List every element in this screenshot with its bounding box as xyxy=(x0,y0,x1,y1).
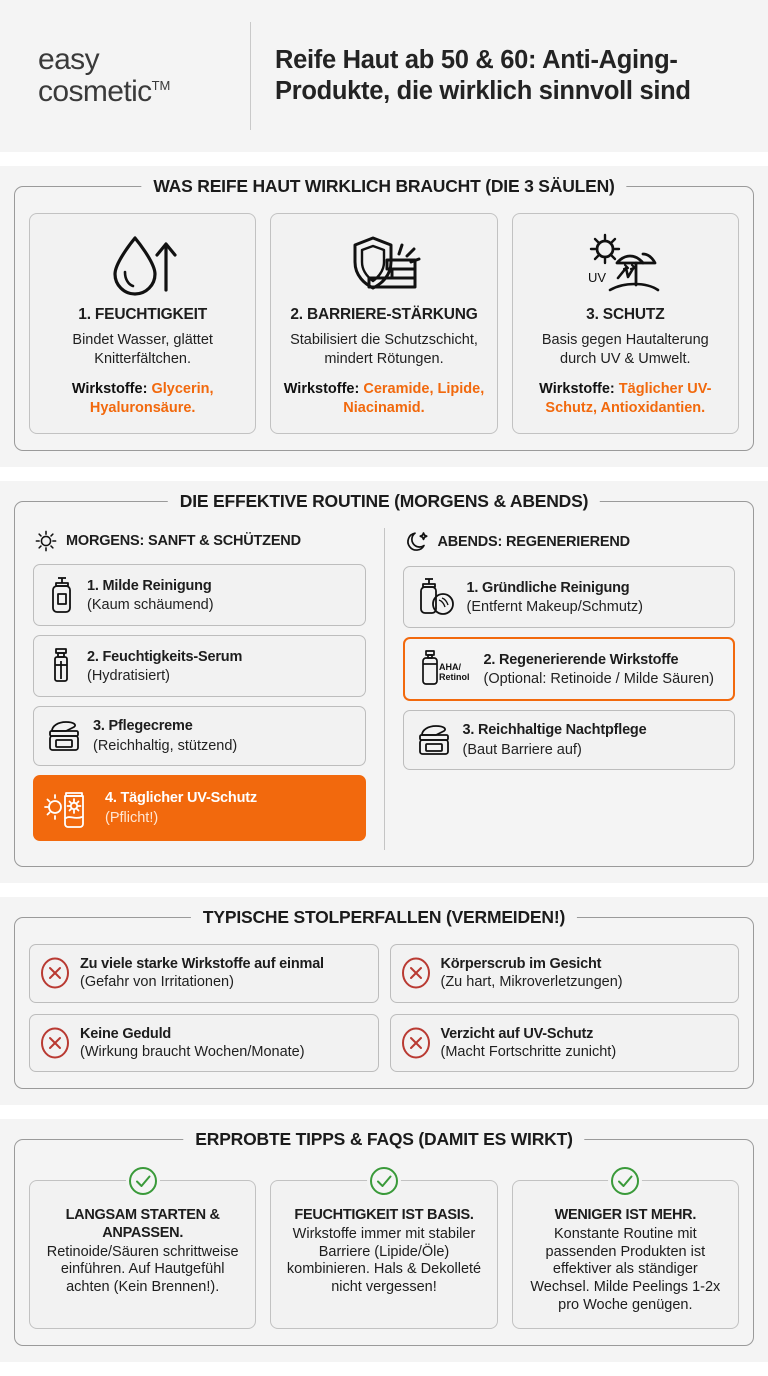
pitfall-title: Keine Geduld xyxy=(80,1025,172,1042)
routine-panel xyxy=(14,491,754,866)
water-drop-up-arrow-icon xyxy=(107,228,179,302)
page-title: Reife Haut ab 50 & 60: Anti-Aging-Produkte, die wirklich sinnvoll sind xyxy=(275,46,691,105)
tip-card-1 xyxy=(29,1180,256,1329)
section-gap xyxy=(0,467,768,481)
shield-brick-wall-icon xyxy=(345,228,423,302)
icon-label-retinol: Retinol xyxy=(438,672,469,683)
routine-step-title: 4. Täglicher UV-Schutz xyxy=(105,790,257,807)
pillar-card-protection xyxy=(512,213,739,434)
routine-step-title: 2. Feuchtigkeits-Serum xyxy=(87,648,243,665)
dropper-serum-icon xyxy=(44,645,78,687)
evening-heading: ABENDS: REGENERIEREND xyxy=(437,534,630,551)
pitfall-text xyxy=(80,1025,305,1062)
pillar-ingredients-label: Wirkstoffe: xyxy=(539,380,615,397)
routine-step-evening-1[interactable] xyxy=(403,566,736,628)
pillars-section-title: WAS REIFE HAUT WIRKLICH BRAUCHT (DIE 3 SÄULEN) xyxy=(141,176,626,197)
pillar-ingredients-value: Glycerin, Hyaluronsäure. xyxy=(89,380,214,416)
pitfalls-section xyxy=(0,897,768,1106)
routine-section-title: DIE EFFEKTIVE ROUTINE (MORGENS & ABENDS) xyxy=(168,491,600,512)
pillar-ingredients-value: Täglicher UV-Schutz, Antioxidantien. xyxy=(545,380,712,416)
tip-card-3 xyxy=(512,1180,739,1329)
circle-check-icon xyxy=(367,1164,401,1198)
cream-jar-icon xyxy=(414,722,454,758)
pillar-heading: 3. SCHUTZ xyxy=(586,306,665,323)
pitfall-sub: (Macht Fortschritte zunicht) xyxy=(440,1043,617,1060)
routine-step-title: 3. Pflegecreme xyxy=(93,718,193,735)
routine-step-title: 1. Gründliche Reinigung xyxy=(466,579,630,596)
routine-step-sub: (Optional: Retinoide / Milde Säuren) xyxy=(483,671,715,688)
pitfall-card-2[interactable] xyxy=(390,944,740,1003)
section-gap xyxy=(0,152,768,166)
pitfall-card-3[interactable] xyxy=(29,1014,379,1073)
routine-step-sub: (Reichhaltig, stützend) xyxy=(93,738,238,755)
trademark-symbol: TM xyxy=(151,78,171,93)
brand-line-2: cosmetic™ xyxy=(38,75,171,108)
pitfall-text xyxy=(80,955,324,992)
pitfall-card-4[interactable] xyxy=(390,1014,740,1073)
tips-grid xyxy=(29,1166,739,1329)
tip-text: Konstante Routine mit passenden Produkten ist effektiver als ständiger Wechsel. Milde Peelings 1-2x pro Woche genügen. xyxy=(530,1226,721,1313)
pillar-heading: 2. BARRIERE-STÄRKUNG xyxy=(290,306,478,323)
pillar-text: Bindet Wasser, glättet Knitterfältchen. xyxy=(72,332,213,367)
pillars-grid xyxy=(29,213,739,434)
tip-text: Wirkstoffe immer mit stabiler Barriere (Lipide/Öle) kombinieren. Hals & Dekolleté nicht vergessen! xyxy=(286,1226,482,1296)
pillar-ingredients xyxy=(523,380,728,418)
routine-step-text xyxy=(463,720,647,759)
pitfall-title: Verzicht auf UV-Schutz xyxy=(440,1025,594,1042)
routine-step-sub: (Baut Barriere auf) xyxy=(462,742,582,759)
routine-step-evening-2[interactable] xyxy=(403,637,736,701)
routine-step-text xyxy=(105,788,257,827)
tip-title: FEUCHTIGKEIT IST BASIS. xyxy=(294,1207,474,1224)
pitfalls-grid xyxy=(29,944,739,1073)
routine-step-text xyxy=(93,716,237,755)
pitfall-text xyxy=(441,1025,617,1062)
routine-step-title: 1. Milde Reinigung xyxy=(87,577,212,594)
cream-jar-icon xyxy=(44,718,84,754)
routine-step-sub: (Pflicht!) xyxy=(105,809,159,826)
circle-x-icon xyxy=(40,956,70,990)
pitfalls-section-title: TYPISCHE STOLPERFALLEN (VERMEIDEN!) xyxy=(191,907,577,928)
routine-step-title: 2. Regenerierende Wirkstoffe xyxy=(483,651,679,668)
section-gap xyxy=(0,883,768,897)
sun-parasol-uv-icon xyxy=(584,228,666,302)
icon-label-aha: AHA/ xyxy=(438,662,461,673)
tips-section xyxy=(0,1119,768,1362)
sun-icon xyxy=(35,530,57,552)
circle-x-icon xyxy=(401,956,431,990)
pitfalls-panel xyxy=(14,906,754,1090)
pitfall-card-1[interactable] xyxy=(29,944,379,1003)
routine-step-sub: (Entfernt Makeup/Schmutz) xyxy=(466,599,643,616)
routine-step-text xyxy=(467,578,644,617)
morning-heading: MORGENS: SANFT & SCHÜTZEND xyxy=(66,533,301,550)
pillar-ingredients xyxy=(281,380,486,418)
routine-step-morning-2[interactable] xyxy=(33,635,366,697)
routine-step-morning-3[interactable] xyxy=(33,706,366,765)
morning-heading-row xyxy=(35,530,366,552)
routine-step-title: 3. Reichhaltige Nachtpflege xyxy=(462,722,647,739)
pillar-ingredients xyxy=(40,380,245,418)
pitfall-sub: (Gefahr von Irritationen) xyxy=(80,974,234,991)
section-gap xyxy=(0,1105,768,1119)
pillar-ingredients-label: Wirkstoffe: xyxy=(283,380,360,397)
routine-step-sub: (Kaum schäumend) xyxy=(87,597,214,614)
routine-column-morning xyxy=(29,528,385,849)
tip-text: Retinoide/Säuren schrittweise einführen. Auf Hautgefühl achten (Kein Brennen!). xyxy=(46,1243,239,1296)
svg-text:UV: UV xyxy=(588,270,607,285)
pillar-ingredients-label: Wirkstoffe: xyxy=(71,380,148,397)
routine-step-morning-1[interactable] xyxy=(33,564,366,626)
brand-logo xyxy=(38,44,250,108)
pillar-ingredients-value: Ceramide, Lipide, Niacinamid. xyxy=(343,380,485,416)
routine-step-text xyxy=(484,650,715,689)
pillar-heading: 1. FEUCHTIGKEIT xyxy=(78,306,208,323)
pillars-panel xyxy=(14,176,754,451)
pitfall-sub: (Zu hart, Mikroverletzungen) xyxy=(440,974,623,991)
circle-check-icon xyxy=(608,1164,642,1198)
brand-line-1: easy xyxy=(38,43,99,77)
routine-column-evening xyxy=(385,528,740,849)
pump-bottle-icon xyxy=(44,574,78,616)
routine-columns xyxy=(29,528,739,849)
routine-step-evening-3[interactable] xyxy=(403,710,736,769)
routine-step-morning-4[interactable] xyxy=(33,775,366,841)
tips-panel xyxy=(14,1129,754,1346)
tip-card-2 xyxy=(270,1180,497,1329)
tip-title: LANGSAM STARTEN & ANPASSEN. xyxy=(65,1207,220,1241)
pitfall-text xyxy=(441,955,623,992)
pillar-card-barrier xyxy=(270,213,497,434)
evening-heading-row xyxy=(405,530,736,554)
serum-bottle-aha-retinol-icon xyxy=(415,648,475,690)
pitfall-title: Körperscrub im Gesicht xyxy=(440,955,602,972)
circle-check-icon xyxy=(126,1164,160,1198)
tip-title: WENIGER IST MEHR. xyxy=(554,1207,697,1224)
page-header xyxy=(0,0,768,152)
pitfall-sub: (Wirkung braucht Wochen/Monate) xyxy=(80,1043,305,1060)
tips-section-title: ERPROBTE TIPPS & FAQS (DAMIT ES WIRKT) xyxy=(183,1129,584,1150)
routine-step-text xyxy=(87,647,242,686)
pillar-card-moisture xyxy=(29,213,256,434)
pitfall-title: Zu viele starke Wirkstoffe auf einmal xyxy=(80,955,324,972)
pillars-section xyxy=(0,166,768,467)
routine-section xyxy=(0,481,768,882)
routine-step-text xyxy=(87,576,214,615)
header-divider xyxy=(250,22,251,130)
pillar-text: Basis gegen Hautalterung durch UV & Umwelt. xyxy=(541,332,709,367)
pump-bottle-cotton-pad-icon xyxy=(414,576,458,618)
pillar-text: Stabilisiert die Schutzschicht, mindert Rötungen. xyxy=(290,332,478,367)
moon-star-icon xyxy=(405,530,429,554)
sunscreen-tube-sun-icon xyxy=(44,785,96,831)
routine-step-sub: (Hydratisiert) xyxy=(87,668,170,685)
circle-x-icon xyxy=(40,1026,70,1060)
circle-x-icon xyxy=(401,1026,431,1060)
